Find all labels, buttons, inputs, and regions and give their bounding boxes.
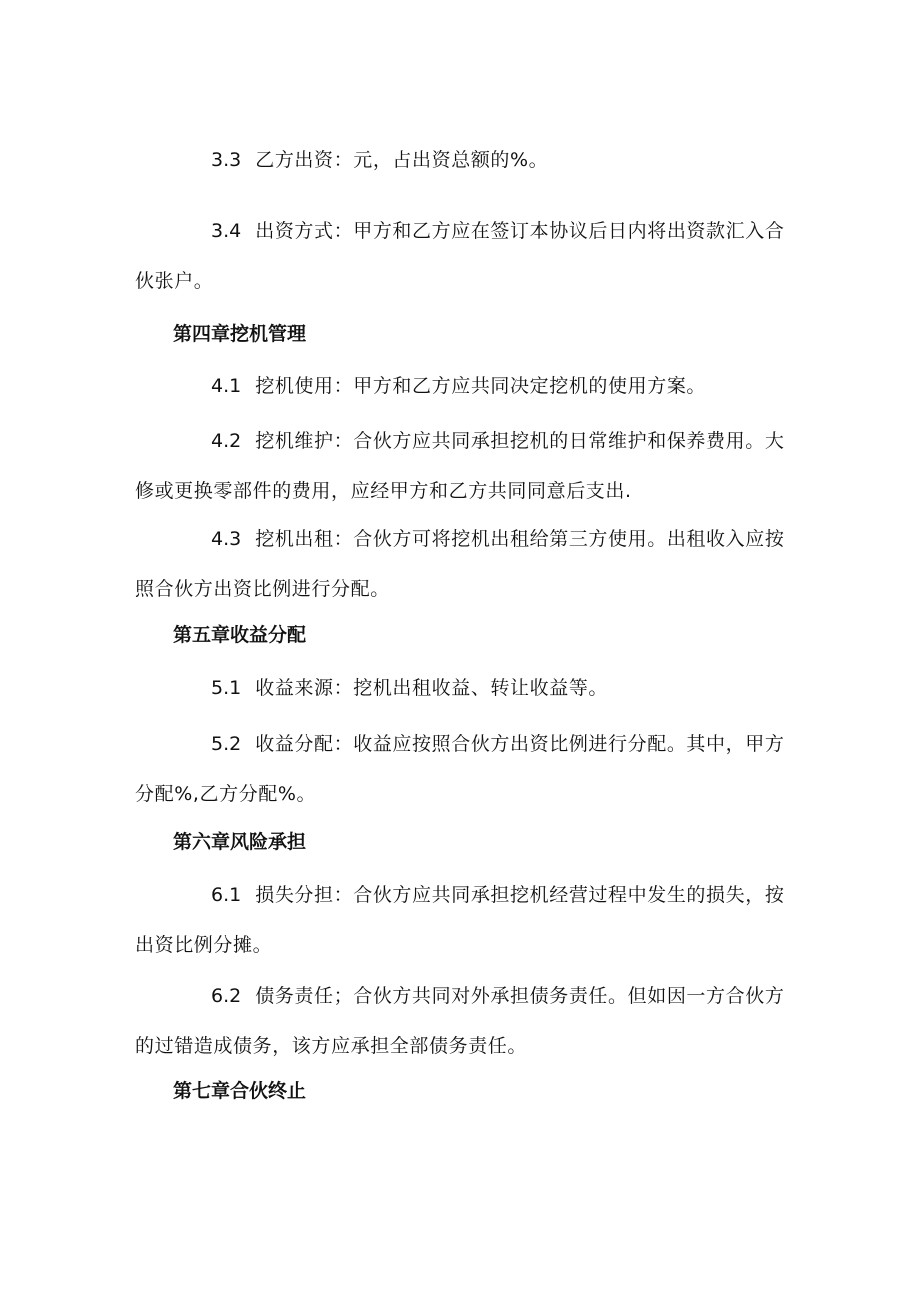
clause-text: 乙方出资：元，占出资总额的%。: [255, 149, 549, 171]
clause-number: 5.2: [211, 733, 242, 755]
clause-3-3: [135, 135, 787, 185]
clause-number: 3.4: [211, 220, 242, 242]
clause-text: 出资方式：甲方和乙方应在签订本协议后日内将出资款汇入合伙张户。: [135, 220, 785, 292]
clause-number: 6.2: [211, 985, 242, 1007]
clause-number: 4.3: [211, 528, 242, 550]
clause-number: 3.3: [211, 149, 242, 171]
clause-number: 4.2: [211, 430, 242, 452]
clause-4-3: [135, 514, 787, 614]
clause-number: 4.1: [211, 375, 242, 397]
clause-5-1: [135, 663, 787, 713]
clause-text: 损失分担：合伙方应共同承担挖机经营过程中发生的损失，按出资比例分摊。: [135, 884, 785, 956]
chapter-7-heading: 第七章合伙终止: [173, 1080, 307, 1102]
clause-text: 挖机使用：甲方和乙方应共同决定挖机的使用方案。: [255, 375, 707, 397]
clause-text: 挖机维护：合伙方应共同承担挖机的日常维护和保养费用。大修或更换零部件的费用，应经甲方和乙方共同同意后支出.: [135, 430, 785, 502]
clause-5-2: [135, 719, 787, 819]
clause-number: 5.1: [211, 677, 242, 699]
chapter-6-heading: 第六章风险承担: [173, 831, 307, 853]
clause-3-4: [135, 206, 787, 306]
clause-6-1: [135, 870, 787, 970]
clause-4-1: [135, 361, 787, 411]
clause-text: 收益来源：挖机出租收益、转让收益等。: [255, 677, 609, 699]
clause-text: 债务责任；合伙方共同对外承担债务责任。但如因一方合伙方的过错造成债务，该方应承担全部债务责任。: [135, 985, 785, 1057]
clause-text: 挖机出租：合伙方可将挖机出租给第三方使用。出租收入应按照合伙方出资比例进行分配。: [135, 528, 785, 600]
clause-4-2: [135, 416, 787, 516]
clause-text: 收益分配：收益应按照合伙方出资比例进行分配。其中，甲方分配%,乙方分配%。: [135, 733, 785, 805]
chapter-4-heading: 第四章挖机管理: [173, 323, 307, 345]
chapter-5-heading: 第五章收益分配: [173, 624, 307, 646]
clause-6-2: [135, 971, 787, 1071]
clause-number: 6.1: [211, 884, 242, 906]
